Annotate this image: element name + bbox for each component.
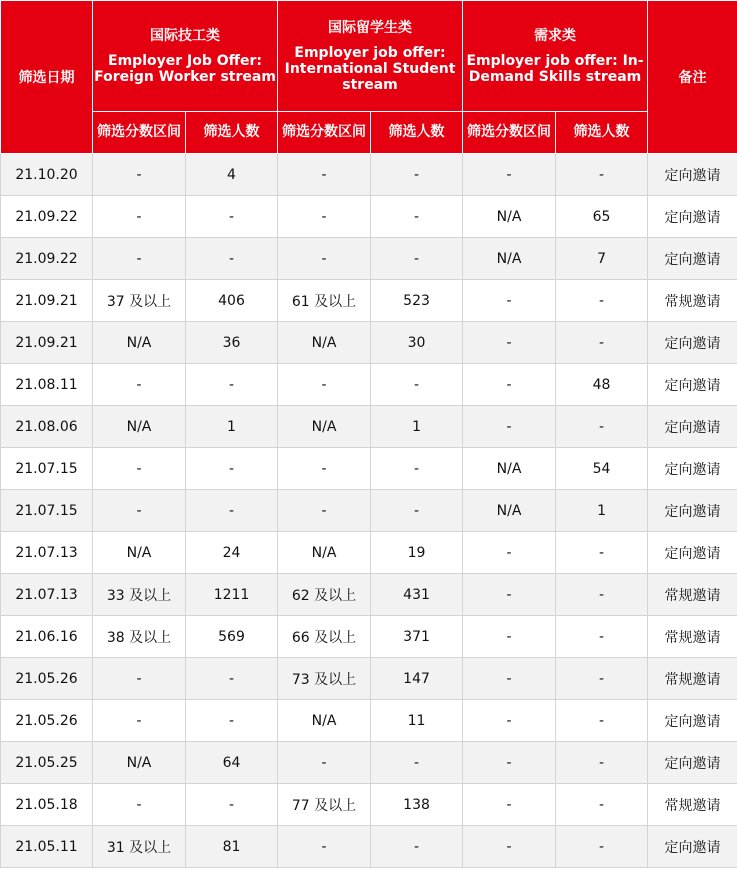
cell-ids-invite-count: - (556, 406, 648, 448)
cell-draw-date: 21.07.15 (1, 490, 93, 532)
header-invite-count: 筛选人数 (371, 112, 463, 154)
table-row (1, 616, 737, 658)
cell-is-invite-count: 371 (371, 616, 463, 658)
table-row (1, 280, 737, 322)
cell-is-score-range: 77 及以上 (278, 784, 371, 826)
cell-is-score-range: 66 及以上 (278, 616, 371, 658)
cell-draw-date: 21.05.25 (1, 742, 93, 784)
cell-ids-invite-count: 1 (556, 490, 648, 532)
cell-draw-date: 21.09.22 (1, 238, 93, 280)
cell-fw-score-range: - (93, 658, 186, 700)
cell-draw-date: 21.05.26 (1, 658, 93, 700)
cell-ids-score-range: - (463, 574, 556, 616)
cell-note: 定向邀请 (648, 364, 737, 406)
cell-fw-score-range: 38 及以上 (93, 616, 186, 658)
cell-fw-invite-count: - (186, 700, 278, 742)
cell-draw-date: 21.05.26 (1, 700, 93, 742)
group-title-cn: 国际留学生类 (328, 20, 413, 36)
cell-draw-date: 21.10.20 (1, 154, 93, 196)
header-group-foreign-worker (93, 1, 278, 112)
cell-fw-score-range: N/A (93, 322, 186, 364)
cell-fw-score-range: N/A (93, 742, 186, 784)
cell-draw-date: 21.05.11 (1, 826, 93, 868)
cell-is-invite-count: 11 (371, 700, 463, 742)
cell-ids-invite-count: - (556, 700, 648, 742)
cell-is-score-range: N/A (278, 532, 371, 574)
cell-note: 定向邀请 (648, 700, 737, 742)
cell-ids-invite-count: 7 (556, 238, 648, 280)
cell-is-invite-count: - (371, 364, 463, 406)
header-row-groups (1, 1, 737, 112)
cell-fw-invite-count: 64 (186, 742, 278, 784)
cell-note: 常规邀请 (648, 658, 737, 700)
table-row (1, 532, 737, 574)
cell-ids-score-range: - (463, 742, 556, 784)
cell-draw-date: 21.05.18 (1, 784, 93, 826)
table-row (1, 364, 737, 406)
cell-fw-invite-count: - (186, 364, 278, 406)
cell-is-invite-count: 147 (371, 658, 463, 700)
table-row (1, 742, 737, 784)
cell-is-score-range: - (278, 490, 371, 532)
cell-is-score-range: 61 及以上 (278, 280, 371, 322)
cell-note: 定向邀请 (648, 448, 737, 490)
cell-is-invite-count: - (371, 826, 463, 868)
cell-is-invite-count: 138 (371, 784, 463, 826)
cell-draw-date: 21.09.21 (1, 322, 93, 364)
cell-note: 定向邀请 (648, 490, 737, 532)
group-title-en: Employer job offer: International Student stream (284, 45, 456, 93)
cell-fw-score-range: N/A (93, 532, 186, 574)
cell-is-invite-count: 1 (371, 406, 463, 448)
table-row (1, 490, 737, 532)
header-note: 备注 (648, 1, 737, 154)
cell-is-invite-count: - (371, 196, 463, 238)
header-draw-date: 筛选日期 (1, 1, 93, 154)
cell-is-score-range: N/A (278, 700, 371, 742)
group-title-en: Employer Job Offer: Foreign Worker stream (94, 53, 276, 85)
cell-fw-score-range: - (93, 490, 186, 532)
cell-is-score-range: - (278, 742, 371, 784)
cell-fw-invite-count: 569 (186, 616, 278, 658)
cell-fw-invite-count: 36 (186, 322, 278, 364)
cell-ids-invite-count: 54 (556, 448, 648, 490)
cell-note: 常规邀请 (648, 280, 737, 322)
cell-is-score-range: - (278, 448, 371, 490)
table-row (1, 406, 737, 448)
cell-ids-invite-count: - (556, 616, 648, 658)
cell-ids-score-range: - (463, 532, 556, 574)
cell-ids-score-range: - (463, 700, 556, 742)
cell-draw-date: 21.07.15 (1, 448, 93, 490)
cell-fw-score-range: - (93, 784, 186, 826)
cell-ids-score-range: - (463, 784, 556, 826)
cell-is-score-range: - (278, 196, 371, 238)
table-row (1, 826, 737, 868)
cell-note: 定向邀请 (648, 826, 737, 868)
cell-ids-score-range: N/A (463, 448, 556, 490)
group-title-cn: 国际技工类 (150, 28, 220, 44)
cell-is-invite-count: - (371, 742, 463, 784)
cell-note: 定向邀请 (648, 532, 737, 574)
header-score-range: 筛选分数区间 (463, 112, 556, 154)
cell-is-invite-count: 30 (371, 322, 463, 364)
cell-fw-invite-count: - (186, 238, 278, 280)
cell-is-score-range: 73 及以上 (278, 658, 371, 700)
cell-draw-date: 21.08.11 (1, 364, 93, 406)
cell-fw-invite-count: 406 (186, 280, 278, 322)
cell-fw-score-range: 31 及以上 (93, 826, 186, 868)
cell-note: 常规邀请 (648, 574, 737, 616)
cell-note: 常规邀请 (648, 616, 737, 658)
cell-fw-invite-count: 4 (186, 154, 278, 196)
cell-is-invite-count: - (371, 154, 463, 196)
cell-ids-score-range: - (463, 406, 556, 448)
cell-ids-invite-count: - (556, 574, 648, 616)
cell-ids-invite-count: 48 (556, 364, 648, 406)
cell-is-invite-count: - (371, 238, 463, 280)
cell-fw-score-range: - (93, 448, 186, 490)
cell-note: 定向邀请 (648, 196, 737, 238)
cell-ids-score-range: - (463, 658, 556, 700)
group-title-en: Employer job offer: In-Demand Skills stream (466, 53, 644, 85)
table-row (1, 238, 737, 280)
cell-is-invite-count: - (371, 448, 463, 490)
cell-ids-score-range: - (463, 280, 556, 322)
table-header (1, 1, 737, 154)
cell-note: 定向邀请 (648, 238, 737, 280)
cell-is-score-range: - (278, 826, 371, 868)
cell-ids-score-range: N/A (463, 238, 556, 280)
table-row (1, 784, 737, 826)
table-row (1, 322, 737, 364)
cell-is-score-range: - (278, 238, 371, 280)
cell-is-score-range: N/A (278, 322, 371, 364)
table-body (1, 154, 737, 868)
cell-ids-invite-count: - (556, 826, 648, 868)
cell-ids-score-range: N/A (463, 196, 556, 238)
header-invite-count: 筛选人数 (186, 112, 278, 154)
cell-ids-invite-count: - (556, 742, 648, 784)
table-row (1, 574, 737, 616)
cell-ids-score-range: - (463, 826, 556, 868)
cell-fw-invite-count: 24 (186, 532, 278, 574)
cell-draw-date: 21.07.13 (1, 574, 93, 616)
header-group-international-student (278, 1, 463, 112)
cell-ids-invite-count: - (556, 154, 648, 196)
table-row (1, 448, 737, 490)
cell-fw-invite-count: - (186, 490, 278, 532)
cell-is-invite-count: - (371, 490, 463, 532)
table-row (1, 700, 737, 742)
cell-is-score-range: N/A (278, 406, 371, 448)
cell-draw-date: 21.08.06 (1, 406, 93, 448)
cell-ids-invite-count: - (556, 784, 648, 826)
cell-is-score-range: 62 及以上 (278, 574, 371, 616)
cell-ids-score-range: N/A (463, 490, 556, 532)
table-row (1, 658, 737, 700)
table-row (1, 154, 737, 196)
cell-fw-invite-count: 81 (186, 826, 278, 868)
cell-fw-invite-count: 1211 (186, 574, 278, 616)
table-row (1, 196, 737, 238)
cell-fw-score-range: - (93, 238, 186, 280)
cell-fw-score-range: N/A (93, 406, 186, 448)
cell-ids-invite-count: 65 (556, 196, 648, 238)
cell-ids-invite-count: - (556, 658, 648, 700)
cell-note: 定向邀请 (648, 742, 737, 784)
header-score-range: 筛选分数区间 (93, 112, 186, 154)
header-invite-count: 筛选人数 (556, 112, 648, 154)
cell-draw-date: 21.09.22 (1, 196, 93, 238)
cell-note: 定向邀请 (648, 406, 737, 448)
cell-fw-score-range: - (93, 364, 186, 406)
cell-is-score-range: - (278, 364, 371, 406)
cell-is-invite-count: 431 (371, 574, 463, 616)
cell-fw-invite-count: - (186, 658, 278, 700)
cell-fw-invite-count: - (186, 784, 278, 826)
cell-ids-score-range: - (463, 154, 556, 196)
cell-is-score-range: - (278, 154, 371, 196)
cell-fw-score-range: 33 及以上 (93, 574, 186, 616)
group-title-cn: 需求类 (534, 28, 577, 44)
cell-note: 常规邀请 (648, 784, 737, 826)
cell-ids-invite-count: - (556, 532, 648, 574)
header-row-sub (1, 112, 737, 154)
cell-fw-invite-count: 1 (186, 406, 278, 448)
cell-fw-invite-count: - (186, 196, 278, 238)
header-group-in-demand-skills (463, 1, 648, 112)
cell-ids-score-range: - (463, 364, 556, 406)
cell-is-invite-count: 19 (371, 532, 463, 574)
cell-fw-score-range: 37 及以上 (93, 280, 186, 322)
cell-fw-score-range: - (93, 700, 186, 742)
cell-ids-invite-count: - (556, 322, 648, 364)
cell-is-invite-count: 523 (371, 280, 463, 322)
cell-ids-invite-count: - (556, 280, 648, 322)
cell-draw-date: 21.06.16 (1, 616, 93, 658)
cell-fw-score-range: - (93, 154, 186, 196)
cell-note: 定向邀请 (648, 322, 737, 364)
cell-draw-date: 21.09.21 (1, 280, 93, 322)
cell-note: 定向邀请 (648, 154, 737, 196)
cell-ids-score-range: - (463, 322, 556, 364)
cell-draw-date: 21.07.13 (1, 532, 93, 574)
cell-fw-score-range: - (93, 196, 186, 238)
header-score-range: 筛选分数区间 (278, 112, 371, 154)
cell-fw-invite-count: - (186, 448, 278, 490)
cell-ids-score-range: - (463, 616, 556, 658)
